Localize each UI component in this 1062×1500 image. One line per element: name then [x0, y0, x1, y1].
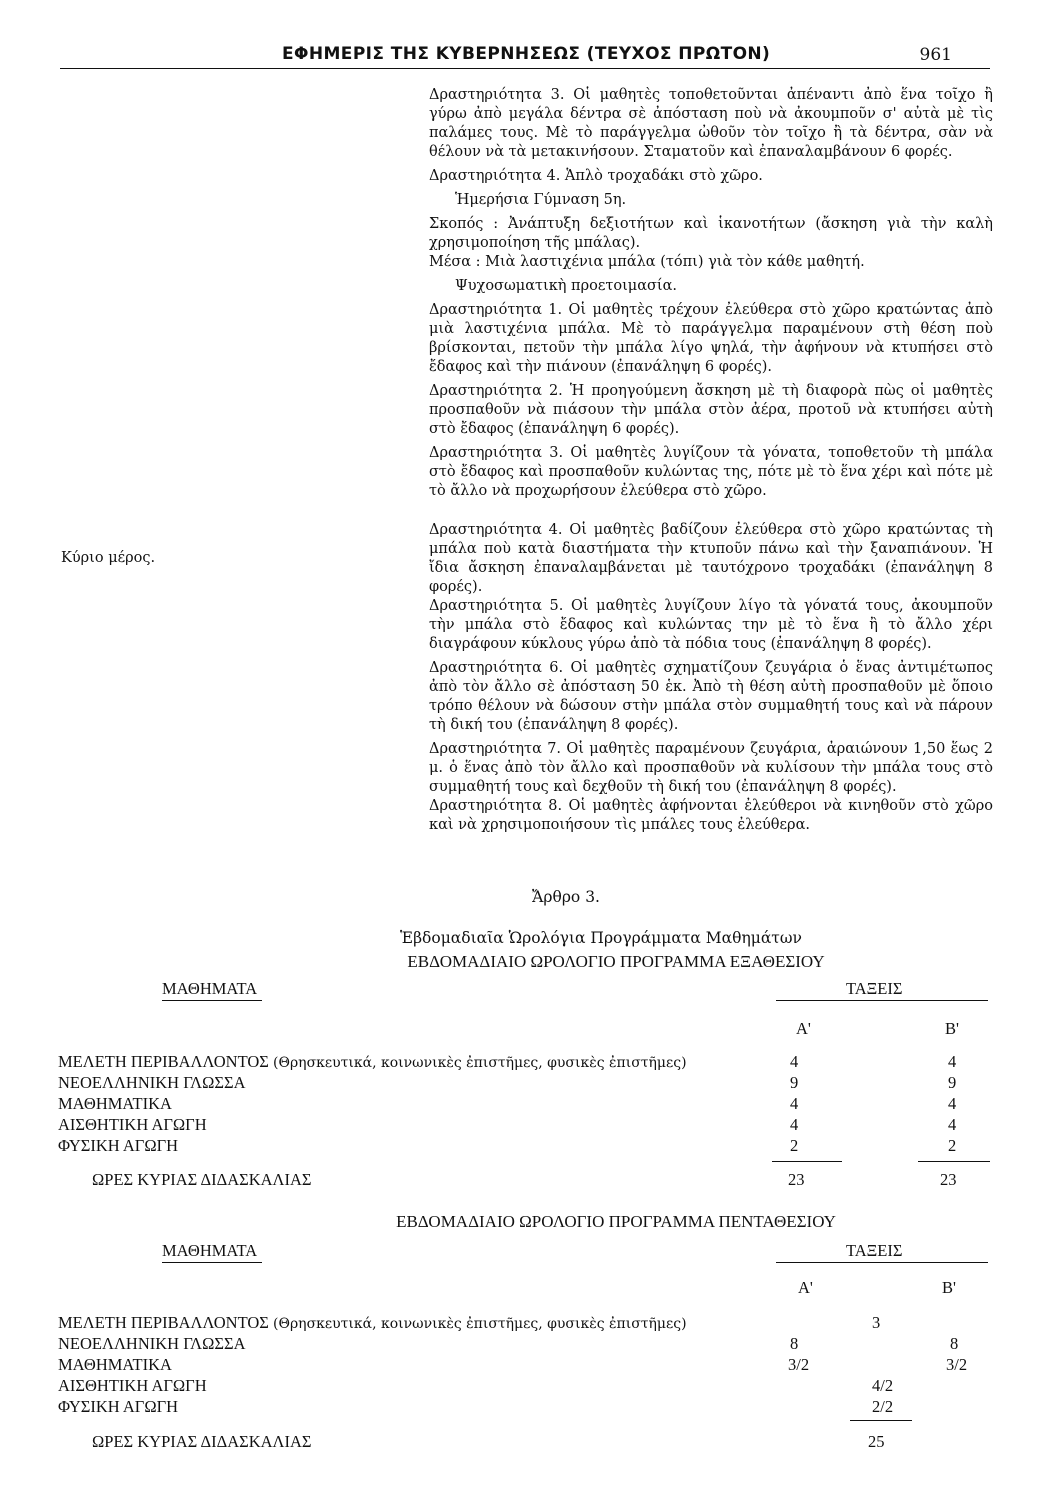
schedule-title: ΕΒΔΟΜΑΔΙΑΙΟ ΩΡΟΛΟΓΙΟ ΠΡΟΓΡΑΜΜΑ ΠΕΝΤΑΘΕΣΙΟΥ [396, 1212, 836, 1231]
subject-name: ΜΕΛΕΤΗ ΠΕΡΙΒΑΛΛΟΝΤΟΣ [58, 1052, 269, 1071]
table-row [58, 1397, 178, 1417]
paragraph: Δραστηριότητα 4. Οἱ μαθητὲς βαδίζουν ἐλεύθερα στὸ χῶρο κρατώντας τὴ μπάλα ποὺ κατὰ διαστήματα τὴν κτυποῦν πάνω καὶ τὴν ξαναπιάνουν. Ἡ ἴδια ἄσκηση ἐπαναλαμβάνεται μὲ ταυτόχρονο τροχαδάκι (ἐπανάληψη 8 φορές). [429, 522, 993, 595]
paragraph: Δραστηριότητα 8. Οἱ μαθητὲς ἀφήνονται ἐλεύθεροι νὰ κινηθοῦν στὸ χῶρο καὶ νὰ χρησιμοποιήσουν τὶς μπάλες τους ἐλεύθερα. [429, 798, 993, 833]
subject-name: ΦΥΣΙΚΗ ΑΓΩΓΗ [58, 1397, 179, 1416]
schedule-title: ΕΒΔΟΜΑΔΙΑΙΟ ΩΡΟΛΟΓΙΟ ΠΡΟΓΡΑΜΜΑ ΕΞΑΘΕΣΙΟΥ [407, 952, 825, 971]
hours-shared: 2/2 [872, 1397, 894, 1416]
article-subheading: Ἑβδομαδιαῖα Ὡρολόγια Προγράμματα Μαθημάτων [400, 929, 802, 947]
table-row [58, 1136, 178, 1156]
hours-b: 9 [948, 1073, 957, 1092]
hours-a: 2 [790, 1136, 799, 1155]
class-b-header: Β' [942, 1278, 956, 1297]
table-row [58, 1376, 207, 1396]
table-row [58, 1313, 687, 1333]
class-a-header: Α' [798, 1278, 813, 1297]
subject-name: ΝΕΟΕΛΛΗΝΙΚΗ ΓΛΩΣΣΑ [58, 1073, 246, 1092]
subject-note: (Θρησκευτικά, κοινωνικὲς ἐπιστῆμες, φυσικὲς ἐπιστῆμες) [273, 1316, 687, 1332]
paragraph: Δραστηριότητα 4. Ἁπλὸ τροχαδάκι στὸ χῶρο. [429, 168, 763, 184]
subject-name: ΜΕΛΕΤΗ ΠΕΡΙΒΑΛΛΟΝΤΟΣ [58, 1313, 269, 1332]
table-row [58, 1334, 246, 1354]
hours-a: 4 [790, 1115, 799, 1134]
hours-shared: 3 [872, 1313, 881, 1332]
hours-a: 4 [790, 1052, 799, 1071]
hours-a: 8 [790, 1334, 799, 1353]
subject-name: ΦΥΣΙΚΗ ΑΓΩΓΗ [58, 1136, 179, 1155]
table-row [58, 1073, 246, 1093]
paragraph: Δραστηριότητα 6. Οἱ μαθητὲς σχηματίζουν ζευγάρια ὁ ἕνας ἀντιμέτωπος ἀπὸ τὸν ἄλλο σὲ ἀπόσταση 50 ἑκ. Ἀπὸ τὴ θέση αὐτὴ προσπαθοῦν μὲ ὅποιο τρόπο θέλουν νὰ δώσουν στὴν μπάλα στὸν συμμαθητή τους καὶ νὰ πάρουν τὴ δική του (ἐπανάληψη 8 φορές). [429, 660, 993, 733]
page-number: 961 [919, 45, 952, 65]
table-row [58, 1355, 172, 1375]
total-rule-a [772, 1161, 842, 1162]
subjects-header: ΜΑΘΗΜΑΤΑ [162, 1241, 258, 1260]
paragraph: Σκοπός : Ἀνάπτυξη δεξιοτήτων καὶ ἱκανοτήτων (ἄσκηση γιὰ τὴν καλὴ χρησιμοποίηση τῆς μπάλας). [429, 216, 993, 251]
gazette-title: ΕΦΗΜΕΡΙΣ ΤΗΣ ΚΥΒΕΡΝΗΣΕΩΣ (ΤΕΥΧΟΣ ΠΡΩΤΟΝ) [282, 44, 771, 64]
hours-b: 4 [948, 1115, 957, 1134]
classes-underline [776, 1000, 988, 1001]
article-heading: Ἄρθρο 3. [532, 888, 600, 906]
table-row [58, 1094, 172, 1114]
paragraph: Ψυχοσωματικὴ προετοιμασία. [455, 278, 677, 294]
subject-name: ΑΙΣΘΗΤΙΚΗ ΑΓΩΓΗ [58, 1376, 207, 1395]
subject-name: ΜΑΘΗΜΑΤΙΚΑ [58, 1094, 172, 1113]
paragraph: Μέσα : Μιὰ λαστιχένια μπάλα (τόπι) γιὰ τὸν κάθε μαθητή. [429, 254, 865, 270]
paragraph: Δραστηριότητα 5. Οἱ μαθητὲς λυγίζουν λίγο τὰ γόνατά τους, ἀκουμποῦν τὴν μπάλα στὸ ἔδαφος καὶ κυλώντας την μὲ τὸ ἕνα ἢ τὸ ἄλλο χέρι διαγράφουν κύκλους γύρω ἀπὸ τὰ πόδια τους (ἐπανάληψη 8 φορές). [429, 598, 993, 652]
classes-underline [776, 1262, 988, 1263]
total-hours: 25 [868, 1432, 885, 1451]
hours-a: 4 [790, 1094, 799, 1113]
hours-a: 9 [790, 1073, 799, 1092]
subject-name: ΝΕΟΕΛΛΗΝΙΚΗ ΓΛΩΣΣΑ [58, 1334, 246, 1353]
table-row [58, 1115, 207, 1135]
hours-b: 8 [950, 1334, 959, 1353]
classes-header: ΤΑΞΕΙΣ [846, 979, 903, 998]
class-b-header: Β' [945, 1019, 959, 1038]
hours-b: 2 [948, 1136, 957, 1155]
total-rule [850, 1420, 912, 1421]
total-label: ΩΡΕΣ ΚΥΡΙΑΣ ΔΙΔΑΣΚΑΛΙΑΣ [92, 1432, 312, 1451]
total-a: 23 [788, 1170, 805, 1189]
body-text [429, 86, 993, 840]
subjects-header: ΜΑΘΗΜΑΤΑ [162, 979, 258, 998]
paragraph: Δραστηριότητα 3. Οἱ μαθητὲς τοποθετοῦνται ἀπέναντι ἀπὸ ἕνα τοῖχο ἢ γύρω ἀπὸ μεγάλα δέντρα σὲ ἀπόσταση ποὺ νὰ ἀκουμποῦν σ' αὐτὰ μὲ τὶς παλάμες τους. Μὲ τὸ παράγγελμα ὠθοῦν τὸν τοῖχο ἢ τὰ δέντρα, σὰν νὰ θέλουν νὰ τὰ μετακινήσουν. Σταματοῦν καὶ ἐπαναλαμβάνουν 6 φορές. [429, 87, 993, 160]
paragraph: Ἡμερήσια Γύμναση 5η. [455, 192, 627, 208]
table-row [58, 1052, 687, 1072]
subject-note: (Θρησκευτικά, κοινωνικὲς ἐπιστῆμες, φυσικὲς ἐπιστῆμες) [273, 1055, 687, 1071]
paragraph: Δραστηριότητα 2. Ἡ προηγούμενη ἄσκηση μὲ τὴ διαφορὰ πὼς οἱ μαθητὲς προσπαθοῦν νὰ πιάσουν τὴν μπάλα στὸν ἀέρα, προτοῦ νὰ κτυπήσει αὐτὴ στὸ ἔδαφος (ἐπανάληψη 6 φορές). [429, 383, 993, 437]
hours-b: 4 [948, 1052, 957, 1071]
subjects-underline [162, 1262, 262, 1263]
total-rule-b [918, 1161, 990, 1162]
classes-header: ΤΑΞΕΙΣ [846, 1241, 903, 1260]
class-a-header: Α' [796, 1019, 811, 1038]
total-label: ΩΡΕΣ ΚΥΡΙΑΣ ΔΙΔΑΣΚΑΛΙΑΣ [92, 1170, 312, 1189]
paragraph: Δραστηριότητα 3. Οἱ μαθητὲς λυγίζουν τὰ γόνατα, τοποθετοῦν τὴ μπάλα στὸ ἔδαφος καὶ προσπαθοῦν κυλώντας της, πότε μὲ τὸ ἕνα χέρι καὶ πότε μὲ τὸ ἄλλο νὰ προχωρήσουν ἐλεύθερα στὸ χῶρο. [429, 445, 993, 499]
total-b: 23 [940, 1170, 957, 1189]
subjects-underline [162, 1000, 262, 1001]
hours-b: 4 [948, 1094, 957, 1113]
page-header [60, 42, 990, 70]
header-rule [60, 68, 990, 69]
hours-shared: 4/2 [872, 1376, 894, 1395]
side-label: Κύριο μέρος. [61, 550, 156, 566]
hours-a: 3/2 [788, 1355, 810, 1374]
paragraph: Δραστηριότητα 7. Οἱ μαθητὲς παραμένουν ζευγάρια, ἀραιώνουν 1,50 ἕως 2 μ. ὁ ἕνας ἀπὸ τὸν ἄλλο καὶ προσπαθοῦν νὰ κυλίσουν τὴν μπάλα τους στὸ συμμαθητή τους καὶ δεχθοῦν τὴ δική του (ἐπανάληψη 8 φορές). [429, 741, 993, 795]
subject-name: ΑΙΣΘΗΤΙΚΗ ΑΓΩΓΗ [58, 1115, 207, 1134]
hours-b: 3/2 [946, 1355, 968, 1374]
subject-name: ΜΑΘΗΜΑΤΙΚΑ [58, 1355, 172, 1374]
paragraph: Δραστηριότητα 1. Οἱ μαθητὲς τρέχουν ἐλεύθερα στὸ χῶρο κρατώντας ἀπὸ μιὰ λαστιχένια μπάλα. Μὲ τὸ παράγγελμα παραμένουν στὴ θέση ποὺ βρίσκονται, πετοῦν τὴν μπάλα λίγο ψηλά, τὴν ἀφήνουν νὰ κτυπήσει στὸ ἔδαφος καὶ τὴν πιάνουν (ἐπανάληψη 6 φορές). [429, 302, 993, 375]
